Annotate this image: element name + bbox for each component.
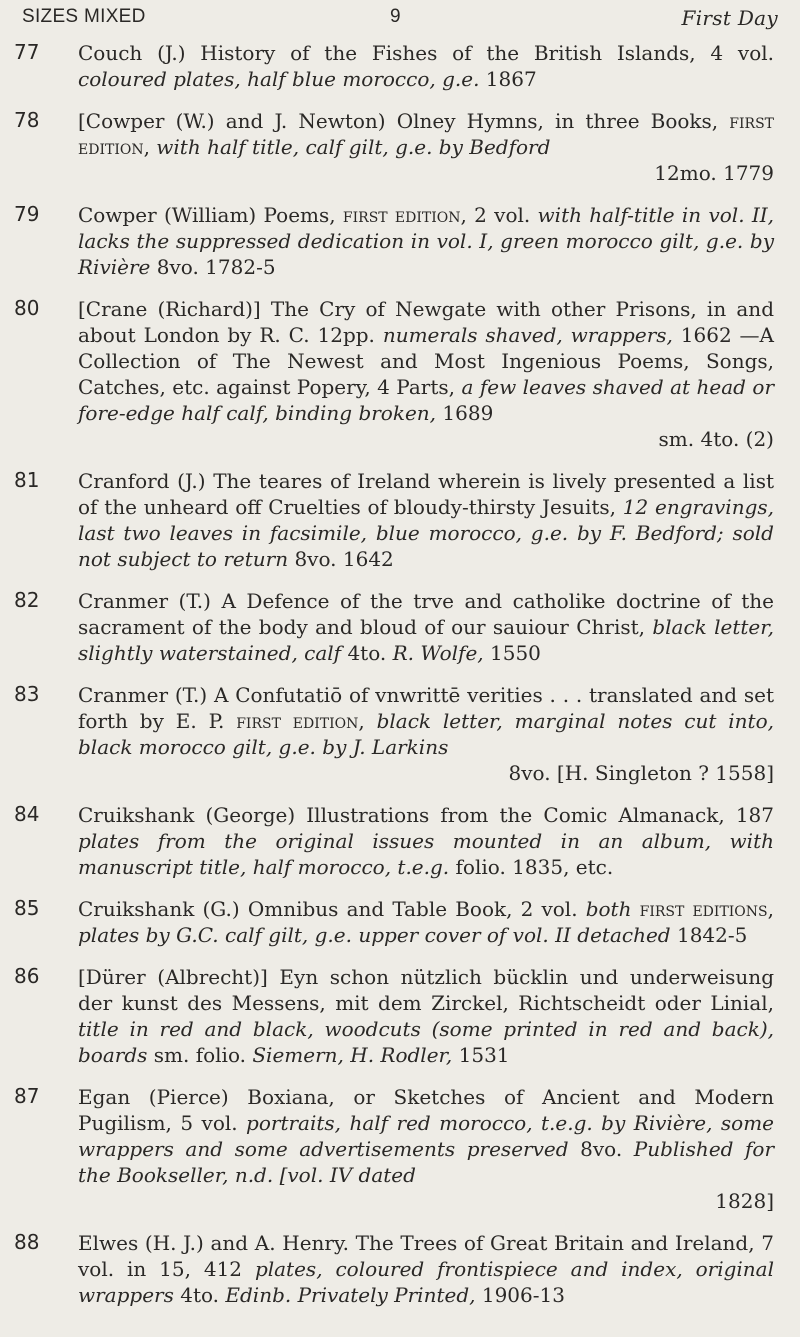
lot-description bbox=[78, 40, 774, 92]
lot-text-segment: Cowper (William) Poems, bbox=[78, 203, 343, 227]
lot-text-segment: 1842-5 bbox=[670, 923, 748, 947]
lot-text-segment: Egan (Pierce) Boxiana, or Sketches of Ancient and Modern Pugilism, 5 vol. bbox=[78, 1085, 774, 1135]
lot-description bbox=[78, 202, 774, 280]
lot-text-segment: 8vo. 1782-5 bbox=[150, 255, 276, 279]
lot-description bbox=[78, 896, 774, 948]
lot-text-segment: Couch (J.) History of the Fishes of the British Islands, 4 vol. bbox=[78, 41, 774, 65]
lot-text-segment: 4to. bbox=[341, 641, 393, 665]
lot-text-segment: [Crane (Richard)] The Cry of Newgate with other Prisons, in and about London by R. C. 12pp. bbox=[78, 297, 774, 347]
lot-text-segment: numerals shaved, wrappers, bbox=[382, 323, 673, 347]
lot-text-segment: 1531 bbox=[452, 1043, 510, 1067]
page-header bbox=[22, 6, 778, 34]
lot-text-segment: plates, coloured frontispiece and index, original wrappers bbox=[78, 1257, 774, 1307]
lot-text-segment: plates from the original issues mounted in an album, with manuscript title, half morocco, t.e.g. bbox=[78, 829, 774, 879]
lot-text-segment: coloured plates, half blue morocco, g.e. bbox=[78, 67, 480, 91]
lot-description bbox=[78, 1230, 774, 1308]
lot-description bbox=[78, 1084, 774, 1214]
lot-text-segment: [Dürer (Albrecht)] Eyn schon nützlich bücklin und underweisung der kunst des Messens, mit dem Zirckel, Richtscheidt oder Linial, bbox=[78, 965, 774, 1015]
lot-text-segment: first editions, bbox=[631, 897, 774, 921]
lot-entry bbox=[0, 896, 800, 948]
lot-text-segment: 1689 bbox=[436, 401, 494, 425]
lot-entry bbox=[0, 964, 800, 1068]
lot-text-segment: 1906-13 bbox=[475, 1283, 565, 1307]
page-number: 9 bbox=[390, 6, 401, 27]
lot-text-segment: 1662 —A Collection of The Newest and Most Ingenious Poems, Songs, Catches, etc. against Popery, 4 Parts, bbox=[78, 323, 775, 399]
lot-entry bbox=[0, 468, 800, 572]
lot-text-segment: 1550 bbox=[483, 641, 541, 665]
lot-number: 85 bbox=[14, 896, 40, 920]
sale-day: First Day bbox=[681, 6, 778, 30]
lot-text-segment: title in red and black, woodcuts (some printed in red and back), boards bbox=[78, 1017, 774, 1067]
lot-text-segment: both bbox=[585, 897, 632, 921]
lot-entry bbox=[0, 108, 800, 186]
lot-text-segment: Cruikshank (G.) Omnibus and Table Book, 2 vol. bbox=[78, 897, 586, 921]
lot-description bbox=[78, 682, 774, 786]
lot-text-segment: a few leaves shaved at head or fore-edge half calf, binding broken, bbox=[78, 375, 774, 425]
lot-text-segment: 8vo. [H. Singleton ? 1558] bbox=[508, 761, 774, 785]
lot-entry bbox=[0, 1230, 800, 1308]
lot-number: 88 bbox=[14, 1230, 40, 1254]
lot-text-segment: Cranmer (T.) A Confutatiō of vnwrittē verities . . . translated and set forth by E. P. bbox=[78, 683, 774, 733]
lot-text-segment: 4to. bbox=[173, 1283, 226, 1307]
lot-entry bbox=[0, 1084, 800, 1214]
lot-text-segment: 12 engravings, last two leaves in facsimile, blue morocco, g.e. by F. Bedford; sold not subject to return bbox=[78, 495, 774, 571]
lot-text-segment: 8vo. 1642 bbox=[288, 547, 394, 571]
lot-number: 84 bbox=[14, 802, 40, 826]
lot-number: 79 bbox=[14, 202, 40, 226]
lot-text-segment: first edition, bbox=[236, 709, 365, 733]
lot-text-segment: 1867 bbox=[479, 67, 537, 91]
lot-description bbox=[78, 802, 774, 880]
lot-number: 81 bbox=[14, 468, 40, 492]
section-title: SIZES MIXED bbox=[22, 6, 146, 27]
lot-text-segment: Siemern, H. Rodler, bbox=[252, 1043, 453, 1067]
lot-text-segment: Elwes (H. J.) and A. Henry. The Trees of Great Britain and Ireland, 7 vol. in 15, 412 bbox=[78, 1231, 774, 1281]
lot-text-segment: with half-title in vol. II, lacks the suppressed dedication in vol. I, green morocco gilt, g.e. by Rivière bbox=[78, 203, 775, 279]
lot-description bbox=[78, 108, 774, 186]
lot-number: 87 bbox=[14, 1084, 40, 1108]
lot-text-segment: 12mo. 1779 bbox=[654, 161, 774, 185]
lot-entry bbox=[0, 802, 800, 880]
lot-text-segment: portraits, half red morocco, t.e.g. by Rivière, some wrappers and some advertisements preserved bbox=[78, 1111, 774, 1161]
lot-number: 77 bbox=[14, 40, 40, 64]
lot-entry bbox=[0, 40, 800, 92]
lot-description bbox=[78, 296, 774, 452]
lot-text-segment: Cranmer (T.) A Defence of the trve and catholike doctrine of the sacrament of the body and bloud of our sauiour Christ, bbox=[78, 589, 774, 639]
lot-text-segment: plates by G.C. calf gilt, g.e. upper cover of vol. II detached bbox=[78, 923, 671, 947]
lot-number: 86 bbox=[14, 964, 40, 988]
lot-number: 83 bbox=[14, 682, 40, 706]
lot-text-segment: first edition, bbox=[78, 109, 774, 159]
lot-text-segment: Cruikshank (George) Illustrations from the Comic Almanack, 187 bbox=[78, 803, 774, 827]
lot-text-segment: 8vo. bbox=[568, 1137, 634, 1161]
lot-text-segment: R. Wolfe, bbox=[392, 641, 484, 665]
lot-number: 78 bbox=[14, 108, 40, 132]
lot-text-segment: 1828] bbox=[715, 1189, 774, 1213]
lot-entry bbox=[0, 588, 800, 666]
lot-list bbox=[0, 40, 800, 1324]
lot-text-segment: 2 vol. bbox=[466, 203, 538, 227]
lot-text-segment: first edition, bbox=[342, 203, 467, 227]
lot-text-segment: sm. folio. bbox=[147, 1043, 253, 1067]
lot-number: 80 bbox=[14, 296, 40, 320]
lot-text-segment: Published for the Bookseller, n.d. [vol. IV dated bbox=[78, 1137, 775, 1187]
lot-text-segment: with half title, calf gilt, g.e. by Bedford bbox=[149, 135, 551, 159]
lot-entry bbox=[0, 202, 800, 280]
lot-description bbox=[78, 588, 774, 666]
lot-description bbox=[78, 468, 774, 572]
lot-text-segment: sm. 4to. (2) bbox=[658, 427, 774, 451]
lot-number: 82 bbox=[14, 588, 40, 612]
lot-text-segment: black letter, slightly waterstained, calf bbox=[78, 615, 774, 665]
lot-entry bbox=[0, 682, 800, 786]
lot-text-segment: black letter, marginal notes cut into, black morocco gilt, g.e. by J. Larkins bbox=[78, 709, 774, 759]
lot-text-segment: Edinb. Privately Printed, bbox=[225, 1283, 476, 1307]
lot-text-segment: [Cowper (W.) and J. Newton) Olney Hymns, in three Books, bbox=[78, 109, 730, 133]
lot-text-segment: folio. 1835, etc. bbox=[449, 855, 614, 879]
lot-description bbox=[78, 964, 774, 1068]
lot-entry bbox=[0, 296, 800, 452]
lot-text-segment: Cranford (J.) The teares of Ireland wherein is lively presented a list of the unheard off Cruelties of bloudy-thirsty Jesuits, bbox=[78, 469, 774, 519]
